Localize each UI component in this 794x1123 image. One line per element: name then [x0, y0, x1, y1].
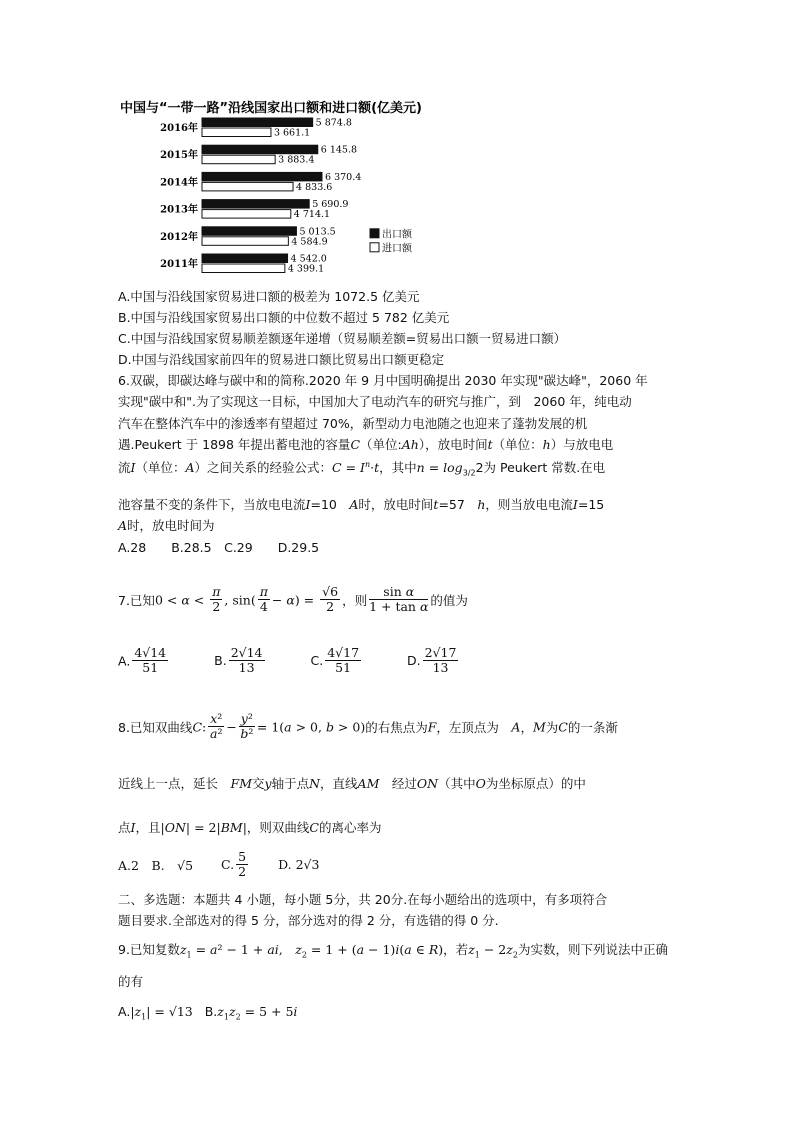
bar-import [202, 237, 288, 246]
q6-l6d: =57 [438, 497, 478, 512]
q8-l1c: ，左顶点为 [436, 719, 512, 735]
q8-l2a: 近线上一点，延长 [118, 776, 231, 791]
q8-options: A.2 B. √5 C. $\frac{5}{2}$ D. 2√3 [118, 849, 320, 880]
q9-l1a: 9.已知复数 [118, 942, 180, 957]
q6-l4a: 遇.Peukert 于 1898 年提出蓄电池的容量 [118, 437, 351, 452]
bar-import [202, 155, 275, 164]
bar-import [202, 210, 291, 219]
q9-l1b: ，若 [443, 942, 469, 957]
category-label: 2013年 [160, 204, 198, 216]
q7-prefix: 7.已知 [118, 592, 155, 608]
legend-swatch [370, 229, 379, 238]
q9-line-2: 的有 [118, 974, 144, 989]
q6-l6e: ，则当放电电流 [485, 497, 573, 512]
q8-line-3: 点I，且|ON| = 2|BM|，则双曲线C的离心率为 [118, 820, 382, 835]
q6-l6f: =15 [577, 497, 605, 512]
q9-l1c: 为实数，则下列说法中正确 [517, 942, 668, 957]
q6-l5d: ，其中 [379, 460, 417, 475]
legend-label: 进口额 [382, 243, 412, 255]
data-label: 5 013.5 [299, 226, 336, 238]
q5-option-b: B.中国与沿线国家贸易出口额的中位数不超过 5 782 亿美元 [118, 310, 450, 325]
q6-line-3: 汽车在整体汽车中的渗透率有望超过 70%，新型动力电池随之也迎来了蓬勃发展的机 [118, 416, 588, 431]
q8-l2d: ，直线 [320, 776, 358, 791]
data-label: 4 584.9 [291, 236, 328, 248]
bar-export [202, 145, 318, 154]
q8-l2f: （其中 [438, 776, 476, 791]
q6-l4d: （单位： [492, 437, 543, 452]
q7-option-a: A. [118, 653, 131, 669]
q7-option-c: C. [310, 653, 324, 669]
q8-l2c: 轴于点 [271, 776, 310, 791]
q6-l5b: （单位： [135, 460, 186, 475]
bar-export [202, 118, 313, 127]
data-label: 4 399.1 [287, 263, 325, 275]
q6-line-5: 流I（单位：A）之间关系的经验公式：$C = I^n\cdot t$，其中$n = \log_{3/2}2$为 Peukert 常数.在电 [118, 459, 606, 478]
category-label: 2012年 [160, 231, 198, 243]
data-label: 4 542.0 [290, 253, 327, 265]
section-2-line-1: 二、多选题：本题共 4 小题，每小题 5分，共 20分.在每小题给出的选项中，有多项符合 [118, 892, 608, 907]
category-label: 2014年 [160, 177, 198, 189]
data-label: 3 883.4 [278, 154, 315, 166]
q8-l3a: 点 [118, 820, 131, 835]
q6-l6c: 时，放电时间 [358, 497, 434, 512]
data-label: 5 874.8 [315, 117, 352, 129]
q5-option-a: A.中国与沿线国家贸易进口额的极差为 1072.5 亿美元 [118, 289, 420, 304]
bar-export [202, 172, 322, 181]
q9-option-b: B. [204, 1004, 218, 1019]
q8-l1b: 的右焦点为 [365, 719, 428, 735]
data-label: 5 690.9 [312, 199, 349, 211]
category-label: 2011年 [160, 259, 198, 270]
data-label: 6 370.4 [325, 171, 362, 183]
q8-l2g: 为坐标原点）的中 [485, 776, 586, 791]
q6-l4b: （单位: [360, 437, 402, 452]
bar-export [202, 200, 309, 209]
q7-option-b: B. [214, 653, 227, 669]
data-label: 6 145.8 [320, 144, 358, 156]
q7-option-d: D. [407, 653, 421, 669]
data-label: 4 833.6 [296, 181, 333, 193]
q7-stem: 7.已知0 < α < $\frac{\pi}{2}$ , sin( $\frac{\pi}{4}$ − α) = $\frac{√6}{2}$ ，则 $\frac{\text{sin α}}{\text{1 + tan α}}$ 的值为 [118, 584, 468, 615]
q8-l2e: 经过 [379, 776, 417, 791]
legend-swatch [370, 243, 379, 252]
q6-line-2: 实现"碳中和".为了实现这一目标，中国加大了电动汽车的研究与推广，到 2060 年，纯电动 [118, 394, 632, 409]
q8-l1d: ， [520, 719, 533, 735]
q9-options: $A.|z_1| = √13$ $B.z_1z_2 = 5 + 5i$ [118, 1004, 298, 1022]
q8-line-2: 近线上一点，延长 FM交y轴于点N，直线AM 经过ON（其中O为坐标原点）的中 [118, 776, 586, 791]
q6-l5e: 为 Peukert 常数.在电 [483, 460, 606, 475]
q7-mid: ，则 [342, 592, 368, 608]
bar-export [202, 227, 296, 236]
q8-l1e: 为 [545, 719, 559, 735]
data-label: 4 714.1 [293, 209, 331, 221]
q6-line-4: 遇.Peukert 于 1898 年提出蓄电池的容量C（单位:Ah），放电时间t（单位：h）与放电电 [118, 437, 614, 452]
q7-options: A. $\frac{4√14}{51}$ B. $\frac{2√14}{13}$ C. $\frac{4√17}{51}$ D. $\frac{2√17}{13}$ [118, 645, 457, 676]
bar-import [202, 128, 271, 137]
q8-l1f: 的一条渐 [567, 719, 618, 735]
q6-l6a: 池容量不变的条件下，当放电电流 [118, 497, 306, 512]
q7-suffix: 的值为 [430, 592, 468, 608]
q8-l3d: 的离心率为 [319, 820, 382, 835]
bar-import [202, 264, 285, 273]
q8-l2b: 交 [252, 776, 265, 791]
category-label: 2016年 [160, 123, 198, 134]
q6-l4c: ），放电时间 [418, 437, 488, 452]
q8-l1a: 8.已知双曲线 [118, 719, 193, 735]
q6-l5a: 流 [118, 460, 131, 475]
q8-line-1: 8.已知双曲线C: $\frac{\text{x²}}{\text{a²}}$ − $\frac{\text{y²}}{\text{b²}}$ = 1(a > 0, b > 0)的右焦点为F，左顶点为 A，M为C的一条渐 [118, 711, 618, 742]
chart-title: 中国与“一带一路”沿线国家出口额和进口额(亿美元) [120, 101, 422, 116]
category-label: 2015年 [160, 150, 198, 162]
legend-label: 出口额 [382, 229, 412, 241]
q6-options: A.28 B.28.5 C.29 D.29.5 [118, 540, 320, 555]
q9-line-1: 9.已知复数$z_1 = a^2 - 1$ + ai, $z_2 = 1 + (a - 1)i(a$ ∈ R)，若$z_1 - 2z_2$为实数，则下列说法中正确 [118, 942, 668, 960]
q6-line-7: A时，放电时间为 [118, 518, 215, 533]
q6-l4e: ）与放电电 [550, 437, 614, 452]
q6-l7: 时，放电时间为 [127, 518, 215, 533]
q6-l5c: ）之间关系的经验公式： [194, 460, 333, 475]
q6-l6b: =10 [310, 497, 350, 512]
q6-line-6: 池容量不变的条件下，当放电电流I=10 A时，放电时间t=57 h，则当放电电流I=15 [118, 497, 605, 512]
bar-import [202, 182, 293, 191]
bar-export [202, 254, 288, 263]
export-import-bar-chart [0, 0, 794, 285]
q6-line-1: 6.双碳，即碳达峰与碳中和的简称.2020 年 9 月中国明确提出 2030 年实现"碳达峰"，2060 年 [118, 373, 648, 388]
q5-option-d: D.中国与沿线国家前四年的贸易进口额比贸易出口额更稳定 [118, 352, 445, 367]
q8-l3b: ，且 [135, 820, 161, 835]
data-label: 3 661.1 [273, 127, 311, 139]
q8-l3c: ，则双曲线 [246, 820, 310, 835]
q9-option-a: A. [118, 1004, 131, 1019]
section-2-line-2: 题目要求.全部选对的得 5 分，部分选对的得 2 分，有选错的得 0 分. [118, 913, 499, 928]
q5-option-c: C.中国与沿线国家贸易顺差额逐年递增（贸易顺差额=贸易出口额一贸易进口额） [118, 331, 567, 346]
